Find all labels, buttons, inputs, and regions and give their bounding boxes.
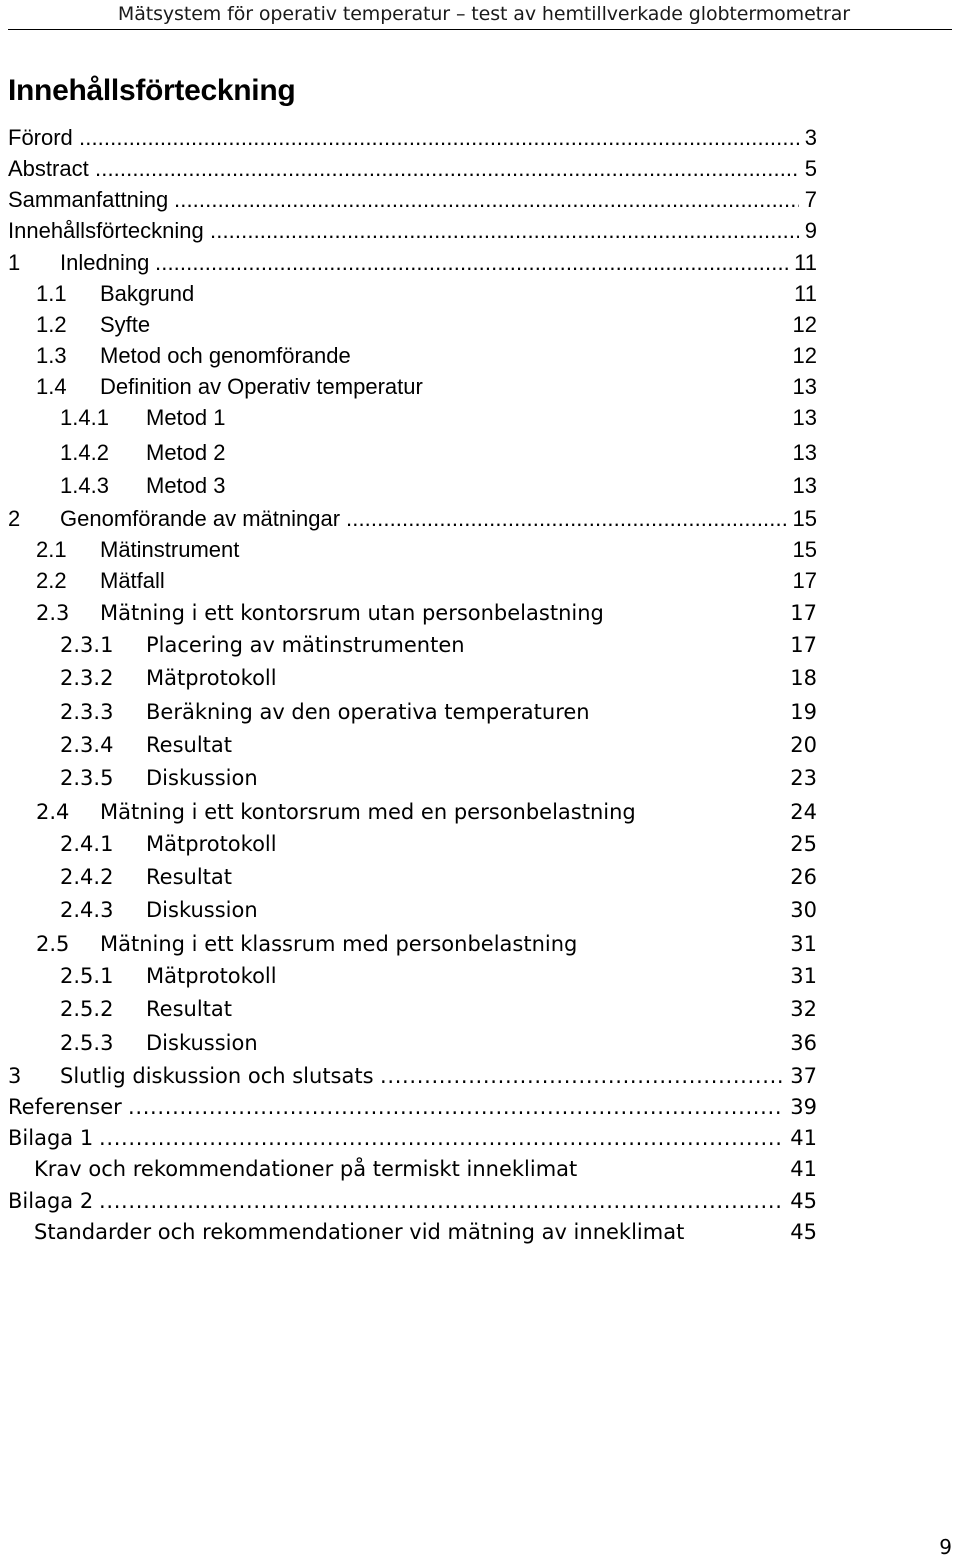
- toc-entry[interactable]: [0, 309, 960, 341]
- toc-entry-number: 1.4: [36, 374, 67, 399]
- running-title: Mätsystem för operativ temperatur – test av hemtillverkade globtermometrar: [117, 3, 850, 25]
- toc-entry-number: 2.3: [36, 601, 70, 625]
- dot-leader: [99, 1185, 784, 1217]
- toc-entry-page: 41: [790, 1157, 817, 1181]
- toc-entry[interactable]: [0, 1091, 960, 1123]
- toc-entry-number: 1.3: [36, 343, 67, 368]
- toc-entry[interactable]: [0, 1153, 960, 1185]
- toc-entry-number: 3: [8, 1064, 22, 1088]
- toc-entry-number: 1.2: [36, 312, 67, 337]
- toc-entry-label: Syfte: [100, 312, 151, 337]
- toc-entry[interactable]: [0, 1216, 960, 1248]
- toc-entry-page: 36: [790, 1031, 817, 1055]
- toc-entry[interactable]: [0, 960, 960, 992]
- toc-entry-page: 31: [790, 932, 817, 956]
- toc-entry[interactable]: [0, 1027, 960, 1059]
- toc-entry-label: Mätning i ett klassrum med personbelastning: [100, 932, 578, 956]
- toc-entry-number: 2: [8, 506, 21, 531]
- toc-entry[interactable]: [0, 534, 960, 566]
- toc-entry-page: 45: [790, 1189, 817, 1213]
- toc-entry-label: Mätprotokoll: [146, 666, 277, 690]
- dot-leader: [174, 184, 799, 216]
- toc-entry-number: 2.5.1: [60, 964, 114, 988]
- toc-entry-label: Förord: [8, 125, 73, 150]
- toc-entry[interactable]: [0, 247, 960, 279]
- toc-entry-number: 2.4: [36, 800, 70, 824]
- toc-entry-number: 2.5.2: [60, 997, 114, 1021]
- toc-entry[interactable]: [0, 861, 960, 893]
- toc-entry-page: 12: [792, 343, 817, 368]
- toc-entry-label: Bakgrund: [100, 281, 195, 306]
- toc-entry-page: 13: [792, 473, 817, 498]
- toc-entry[interactable]: [0, 993, 960, 1025]
- toc-entry-label: Diskussion: [146, 898, 258, 922]
- toc-entry[interactable]: [0, 662, 960, 694]
- toc-entry-label: Innehållsförteckning: [8, 218, 204, 243]
- toc-entry-label: Mätprotokoll: [146, 832, 277, 856]
- toc-entry-page: 15: [792, 537, 817, 562]
- toc-entry-page: 26: [790, 865, 817, 889]
- toc-entry-label: Sammanfattning: [8, 187, 169, 212]
- dot-leader: [155, 247, 788, 279]
- toc-entry-label: Diskussion: [146, 1031, 258, 1055]
- toc-entry-page: 13: [792, 374, 817, 399]
- page-number: 9: [939, 1535, 952, 1559]
- dot-leader: [210, 215, 799, 247]
- toc-entry[interactable]: [0, 1185, 960, 1217]
- toc-entry-page: 19: [790, 700, 817, 724]
- toc-entry-label: Slutlig diskussion och slutsats: [60, 1064, 374, 1088]
- running-header: [0, 0, 960, 30]
- toc-entry-label: Resultat: [146, 733, 232, 757]
- toc-entry[interactable]: [0, 828, 960, 860]
- toc-entry[interactable]: [0, 762, 960, 794]
- toc-entry[interactable]: [0, 796, 960, 828]
- header-divider: [8, 29, 952, 30]
- toc-entry-page: 5: [804, 156, 817, 181]
- toc-entry-page: 41: [790, 1126, 817, 1150]
- toc-entry[interactable]: [0, 729, 960, 761]
- toc-entry-label: Genomförande av mätningar: [60, 506, 341, 531]
- toc-entry-label: Bilaga 2: [8, 1189, 94, 1213]
- toc-entry-number: 2.3.5: [60, 766, 114, 790]
- toc-entry-number: 1.1: [36, 281, 67, 306]
- toc-entry-label: Diskussion: [146, 766, 258, 790]
- toc-entry-page: 9: [804, 218, 817, 243]
- toc-entry-number: 1.4.2: [60, 440, 109, 465]
- toc-entry[interactable]: [0, 696, 960, 728]
- toc-entry-number: 2.3.3: [60, 700, 114, 724]
- toc-entry-number: 1: [8, 250, 21, 275]
- toc-entry[interactable]: [0, 215, 960, 247]
- toc-entry-label: Abstract: [8, 156, 89, 181]
- toc-entry-page: 23: [790, 766, 817, 790]
- toc-entry-label: Krav och rekommendationer på termiskt inneklimat: [34, 1157, 578, 1181]
- dot-leader: [346, 503, 787, 535]
- toc-entry[interactable]: [0, 437, 960, 469]
- toc-entry-page: 7: [804, 187, 817, 212]
- toc-entry-page: 37: [790, 1064, 817, 1088]
- toc-entry-page: 45: [790, 1220, 817, 1244]
- toc-entry-page: 11: [794, 250, 817, 275]
- dot-leader: [128, 1091, 784, 1123]
- toc-title: Innehållsförteckning: [8, 74, 296, 107]
- toc-entry-label: Standarder och rekommendationer vid mätning av inneklimat: [34, 1220, 685, 1244]
- toc-entry-page: 12: [792, 312, 817, 337]
- toc-entry-page: 17: [790, 633, 817, 657]
- toc-entry-label: Placering av mätinstrumenten: [146, 633, 465, 657]
- toc-entry[interactable]: [0, 629, 960, 661]
- toc-entry-page: 13: [792, 405, 817, 430]
- toc-entry[interactable]: [0, 928, 960, 960]
- toc-entry-number: 2.4.3: [60, 898, 114, 922]
- toc-entry-page: 25: [790, 832, 817, 856]
- toc-entry[interactable]: [0, 402, 960, 434]
- toc-entry-label: Resultat: [146, 997, 232, 1021]
- toc-entry-number: 1.4.1: [60, 405, 109, 430]
- toc-entry[interactable]: [0, 503, 960, 535]
- toc-entry[interactable]: [0, 1060, 960, 1092]
- toc-entry[interactable]: [0, 597, 960, 629]
- toc-entry-number: 2.1: [36, 537, 67, 562]
- toc-entry-number: 2.4.2: [60, 865, 114, 889]
- dot-leader: [79, 122, 799, 154]
- toc-entry-label: Metod 1: [146, 405, 226, 430]
- dot-leader: [95, 153, 799, 185]
- toc-entry-page: 17: [790, 601, 817, 625]
- toc-entry[interactable]: [0, 122, 960, 154]
- toc-entry-label: Mätning i ett kontorsrum utan personbelastning: [100, 601, 604, 625]
- toc-entry[interactable]: [0, 1122, 960, 1154]
- toc-entry-page: 15: [792, 506, 817, 531]
- toc-entry[interactable]: [0, 278, 960, 310]
- toc-entry-number: 2.3.2: [60, 666, 114, 690]
- toc-entry-page: 17: [792, 568, 817, 593]
- toc-entry[interactable]: [0, 470, 960, 502]
- toc-entry-number: 2.3.4: [60, 733, 114, 757]
- toc-entry-label: Inledning: [60, 250, 150, 275]
- toc-entry-number: 2.3.1: [60, 633, 114, 657]
- toc-entry-label: Metod 2: [146, 440, 226, 465]
- toc-entry[interactable]: [0, 184, 960, 216]
- toc-entry-label: Resultat: [146, 865, 232, 889]
- toc-entry-label: Mätfall: [100, 568, 165, 593]
- toc-entry-page: 13: [792, 440, 817, 465]
- toc-entry-number: 2.5.3: [60, 1031, 114, 1055]
- toc-entry-page: 20: [790, 733, 817, 757]
- toc-entry-page: 18: [790, 666, 817, 690]
- toc-entry-page: 31: [790, 964, 817, 988]
- toc-entry-number: 1.4.3: [60, 473, 109, 498]
- toc-entry-label: Referenser: [8, 1095, 122, 1119]
- toc-entry-number: 2.2: [36, 568, 67, 593]
- toc-entry[interactable]: [0, 894, 960, 926]
- toc-entry-label: Beräkning av den operativa temperaturen: [146, 700, 590, 724]
- toc-entry-label: Mätprotokoll: [146, 964, 277, 988]
- toc-entry-label: Metod och genomförande: [100, 343, 351, 368]
- toc-entry-page: 32: [790, 997, 817, 1021]
- toc-entry-label: Mätning i ett kontorsrum med en personbelastning: [100, 800, 636, 824]
- toc-entry-label: Bilaga 1: [8, 1126, 94, 1150]
- dot-leader: [99, 1122, 784, 1154]
- toc-entry-page: 39: [790, 1095, 817, 1119]
- toc-entry-label: Mätinstrument: [100, 537, 240, 562]
- toc-entry[interactable]: [0, 153, 960, 185]
- toc-entry[interactable]: [0, 565, 960, 597]
- toc-entry-page: 3: [804, 125, 817, 150]
- toc-entry-page: 30: [790, 898, 817, 922]
- toc-entry[interactable]: [0, 371, 960, 403]
- dot-leader: [380, 1060, 784, 1092]
- toc-entry[interactable]: [0, 340, 960, 372]
- toc-entry-page: 11: [794, 281, 817, 306]
- toc-entry-number: 2.5: [36, 932, 70, 956]
- toc-entry-label: Definition av Operativ temperatur: [100, 374, 423, 399]
- toc-entry-label: Metod 3: [146, 473, 226, 498]
- toc-entry-page: 24: [790, 800, 817, 824]
- toc-entry-number: 2.4.1: [60, 832, 114, 856]
